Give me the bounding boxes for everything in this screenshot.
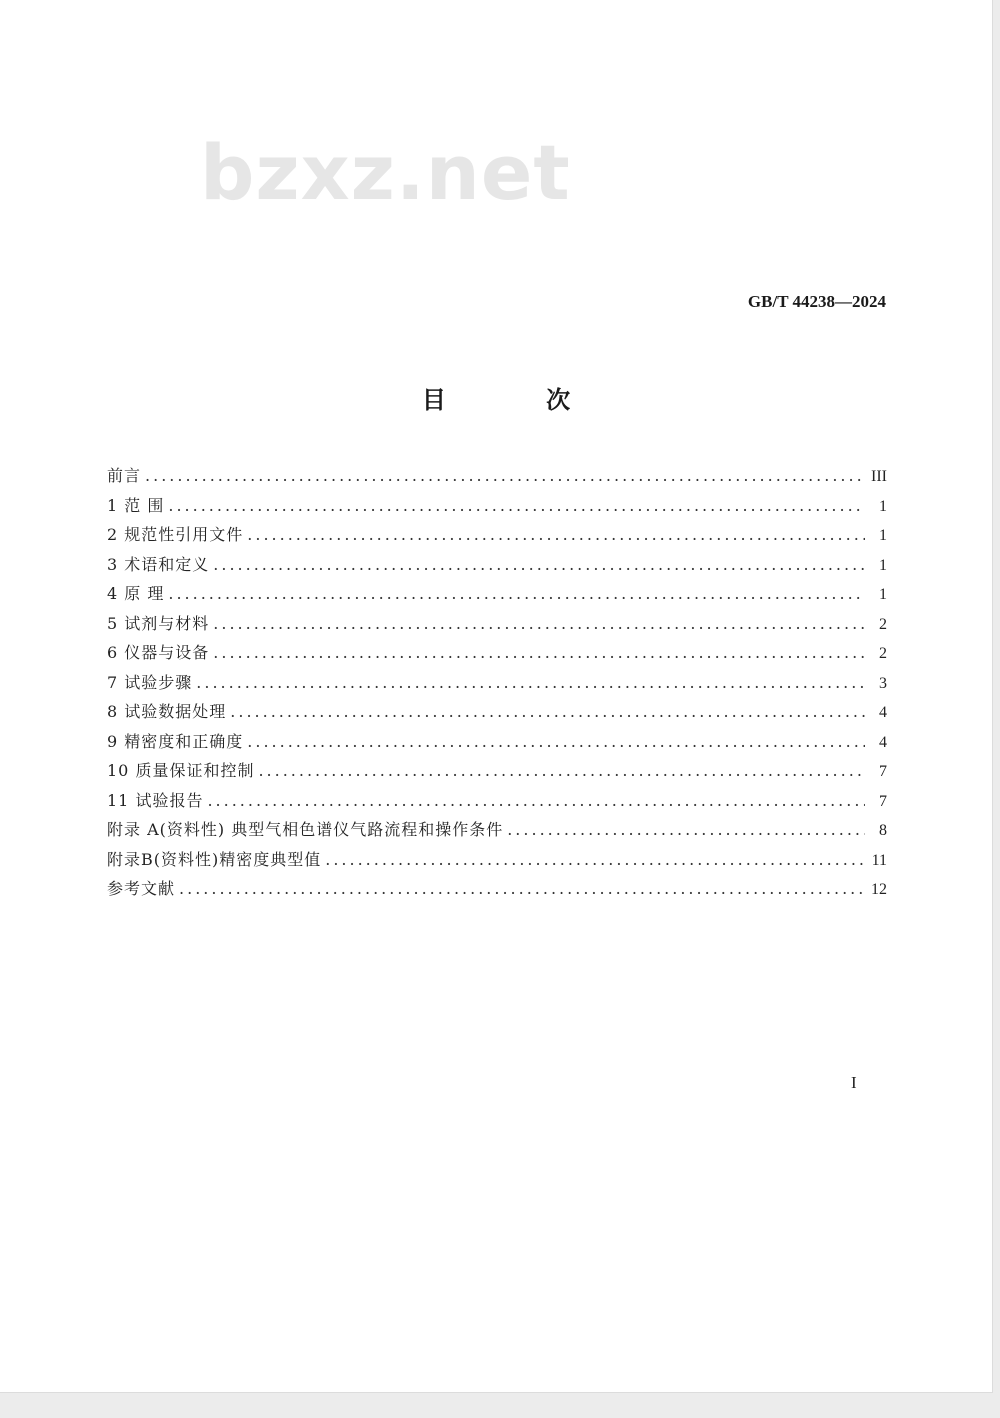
toc-entry-procedure[interactable] xyxy=(107,668,887,698)
toc-entry-terms-definitions[interactable] xyxy=(107,550,887,580)
toc-dot-leader xyxy=(213,638,865,668)
toc-entry-label: 5 试剂与材料 xyxy=(107,613,210,633)
toc-entry-label: 附录 A(资料性) 典型气相色谱仪气路流程和操作条件 xyxy=(107,820,504,839)
toc-entry-page: III xyxy=(871,468,887,485)
toc-entry-page: 1 xyxy=(879,527,887,544)
toc-dot-leader xyxy=(213,550,865,580)
toc-entry-page: 2 xyxy=(879,645,887,662)
toc-entry-label: 参考文献 xyxy=(107,879,176,898)
toc-dot-leader xyxy=(196,668,865,698)
toc-dot-leader xyxy=(168,491,865,521)
toc-entry-page: 1 xyxy=(879,586,887,603)
toc-entry-normative-references[interactable] xyxy=(107,520,887,550)
toc-dot-leader xyxy=(258,756,865,786)
toc-entry-page: 12 xyxy=(871,881,887,898)
toc-entry-apparatus[interactable] xyxy=(107,638,887,668)
toc-entry-page: 1 xyxy=(879,497,887,515)
watermark: bzxz.net xyxy=(200,128,571,217)
toc-entry-annex-b[interactable] xyxy=(107,845,887,875)
document-number: GB/T 44238—2024 xyxy=(747,292,886,311)
toc-entry-principle[interactable] xyxy=(107,579,887,609)
toc-entry-annex-a[interactable] xyxy=(107,815,887,845)
toc-entry-page: 3 xyxy=(879,674,887,692)
toc-dot-leader xyxy=(230,697,865,727)
toc-entry-page: 11 xyxy=(871,851,887,869)
table-of-contents xyxy=(107,461,887,904)
toc-entry-label: 前言 xyxy=(107,466,142,485)
toc-entry-page: 4 xyxy=(879,733,887,751)
toc-dot-leader xyxy=(207,786,865,816)
toc-entry-data-processing[interactable] xyxy=(107,697,887,727)
toc-dot-leader xyxy=(247,727,865,757)
toc-entry-label: 7 试验步骤 xyxy=(107,672,193,692)
toc-dot-leader xyxy=(325,845,865,875)
toc-title: 目 次 xyxy=(421,385,617,414)
toc-dot-leader xyxy=(168,579,865,609)
toc-entry-page: 1 xyxy=(879,556,887,574)
toc-entry-page: 8 xyxy=(879,822,887,839)
toc-entry-label: 3 术语和定义 xyxy=(107,554,210,574)
toc-entry-test-report[interactable] xyxy=(107,786,887,816)
toc-entry-page: 7 xyxy=(879,792,887,810)
toc-dot-leader xyxy=(145,461,865,491)
toc-entry-label: 1 范 围 xyxy=(107,495,165,515)
toc-entry-page: 7 xyxy=(879,763,887,780)
toc-entry-page: 2 xyxy=(879,615,887,633)
toc-entry-reagents-materials[interactable] xyxy=(107,609,887,639)
toc-entry-label: 9 精密度和正确度 xyxy=(107,731,244,751)
toc-dot-leader xyxy=(179,874,865,904)
toc-entry-page: 4 xyxy=(879,704,887,721)
toc-entry-label: 11 试验报告 xyxy=(107,790,204,810)
toc-entry-bibliography[interactable] xyxy=(107,874,887,904)
page-number: I xyxy=(851,1073,857,1092)
toc-dot-leader xyxy=(507,815,865,845)
toc-entry-scope[interactable] xyxy=(107,491,887,521)
toc-entry-precision-accuracy[interactable] xyxy=(107,727,887,757)
toc-dot-leader xyxy=(247,520,865,550)
toc-entry-foreword[interactable] xyxy=(107,461,887,491)
toc-entry-quality-control[interactable] xyxy=(107,756,887,786)
toc-entry-label: 2 规范性引用文件 xyxy=(107,525,244,544)
toc-entry-label: 附录B(资料性)精密度典型值 xyxy=(107,849,322,869)
toc-entry-label: 8 试验数据处理 xyxy=(107,702,227,721)
toc-entry-label: 6 仪器与设备 xyxy=(107,643,210,662)
toc-dot-leader xyxy=(213,609,865,639)
toc-entry-label: 10 质量保证和控制 xyxy=(107,761,255,780)
toc-entry-label: 4 原 理 xyxy=(107,584,165,603)
